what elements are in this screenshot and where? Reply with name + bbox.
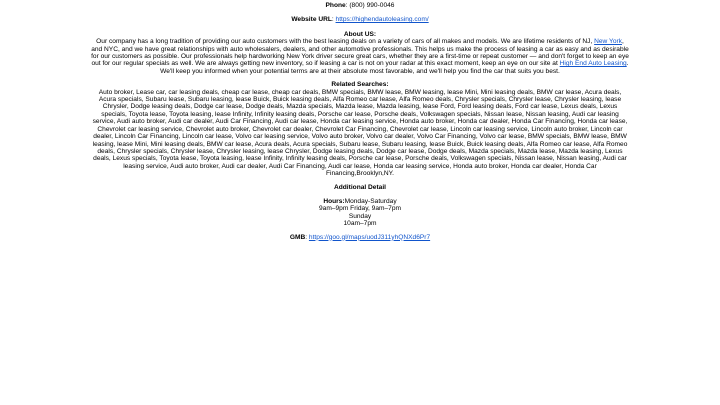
phone-value: : (800) 990-0046 (345, 2, 395, 9)
hours-line-3: Sunday (348, 212, 372, 220)
about-text-part3: . We'll keep you informed when your potential terms are at their absolute most favorable, and we'll help you find the car that suits you best. (160, 60, 629, 75)
gmb-separator: : (305, 233, 309, 241)
website-line (90, 16, 630, 23)
website-link[interactable]: https://highendautoleasing.com/ (335, 16, 429, 24)
website-separator: : (331, 16, 336, 24)
hours-line-2: 9am–9pm Friday, 9am–7pm (319, 205, 401, 213)
about-text (90, 38, 630, 75)
hours-label: Hours: (323, 197, 345, 205)
gmb-link[interactable]: https://goo.gl/maps/uodJ311yhQNXd6Pr7 (308, 233, 431, 241)
about-section (90, 31, 630, 75)
hours-line-4: 10am–7pm (343, 220, 377, 228)
related-searches-heading: Related Searches: (331, 81, 389, 89)
hours-line-1: Monday-Saturday (344, 197, 397, 205)
new-york-link[interactable]: New York (594, 38, 622, 46)
related-searches-text: Auto broker, Lease car, car leasing deals, cheap car lease, cheap car deals, BMW specials, BMW lease, BMW leasing, lease Mini, Mini leasing deals, BMW car lease, Acura deals, Acura specials, Subaru lease, Subaru leasing, lease Buick, Buick leasing deals, Alfa Romeo car lease, Alfa Romeo deals, Chrysler specials, Chrysler lease, Chrysler leasing, lease Chrysler, Dodge leasing deals, Dodge car lease, Dodge deals, Mazda specials, Mazda lease, Mazda leasing, lease Ford, Ford leasing deals, Ford car lease, Lexus deals, Lexus specials, Toyota lease, Toyota leasing, lease Infinity, Infinity leasing deals, Porsche car lease, Porsche deals, Volkswagen specials, Nissan lease, Nissan leasing, Audi car leasing service, Audi auto broker, Audi car dealer, Audi Car Financing, Audi car lease, Honda car leasing service, Honda auto broker, Honda car dealer, Honda Car Financing, Honda car lease, Chevrolet car leasing service, Chevrolet auto broker, Chevrolet car dealer, Chevrolet Car Financing, Chevrolet car lease, Lincoln car leasing service, Lincoln auto broker, Lincoln car dealer, Lincoln Car Financing, Lincoln car lease, Volvo car leasing service, Volvo auto broker, Volvo car dealer, Volvo Car Financing, Volvo car lease, BMW specials, BMW lease, BMW leasing, lease Mini, Mini leasing deals, BMW car lease, Acura deals, Acura specials, Subaru lease, Subaru leasing, lease Buick, Buick leasing deals, Alfa Romeo car lease, Alfa Romeo deals, Chrysler specials, Chrysler lease, Chrysler leasing, lease Chrysler, Dodge leasing deals, Dodge car lease, Dodge deals, Mazda specials, Mazda lease, Mazda leasing, Lexus deals, Lexus specials, Toyota lease, Toyota leasing, lease Infinity, Infinity leasing deals, Porsche car lease, Porsche deals, Volkswagen specials, Nissan lease, Nissan leasing, Audi car leasing service, Audi auto broker, Audi car dealer, Audi Car Financing, Audi car lease, Honda car leasing service, Honda auto broker, Honda car dealer, Honda Car Financing,Brooklyn,NY. (92, 88, 628, 178)
about-text-part1: Our company has a long tradition of providing our auto customers with the best leasing deals on a variety of cars of all makes and models. We are lifetime residents of NJ, (96, 38, 595, 46)
about-text-part2: , and NYC, and we have great relationships with auto wholesalers, dealers, and other automotive professionals. This helps us make the process of leasing a car as easy and as desirable for our customers as possible. Our professionals help hardworking New York driver secure great cars, whether they are a first-time or repeat customer — and don't forget to keep an eye out for our regular specials as well. We are always getting new inventory, so if leasing a car is not on your radar at this exact moment, keep an eye on our site at (91, 38, 629, 68)
additional-detail-section (90, 184, 630, 228)
additional-detail-heading: Additional Detail (333, 183, 387, 191)
high-end-auto-leasing-link[interactable]: High End Auto Leasing (559, 60, 627, 68)
hours-line (90, 198, 630, 205)
gmb-label: GMB (289, 233, 306, 241)
phone-line (90, 2, 630, 9)
phone-label: Phone (325, 2, 346, 9)
document-page (90, 0, 630, 241)
gmb-line (90, 234, 630, 241)
related-searches-section (90, 81, 630, 177)
about-heading: About US: (343, 30, 377, 38)
website-label: Website URL (291, 16, 332, 24)
